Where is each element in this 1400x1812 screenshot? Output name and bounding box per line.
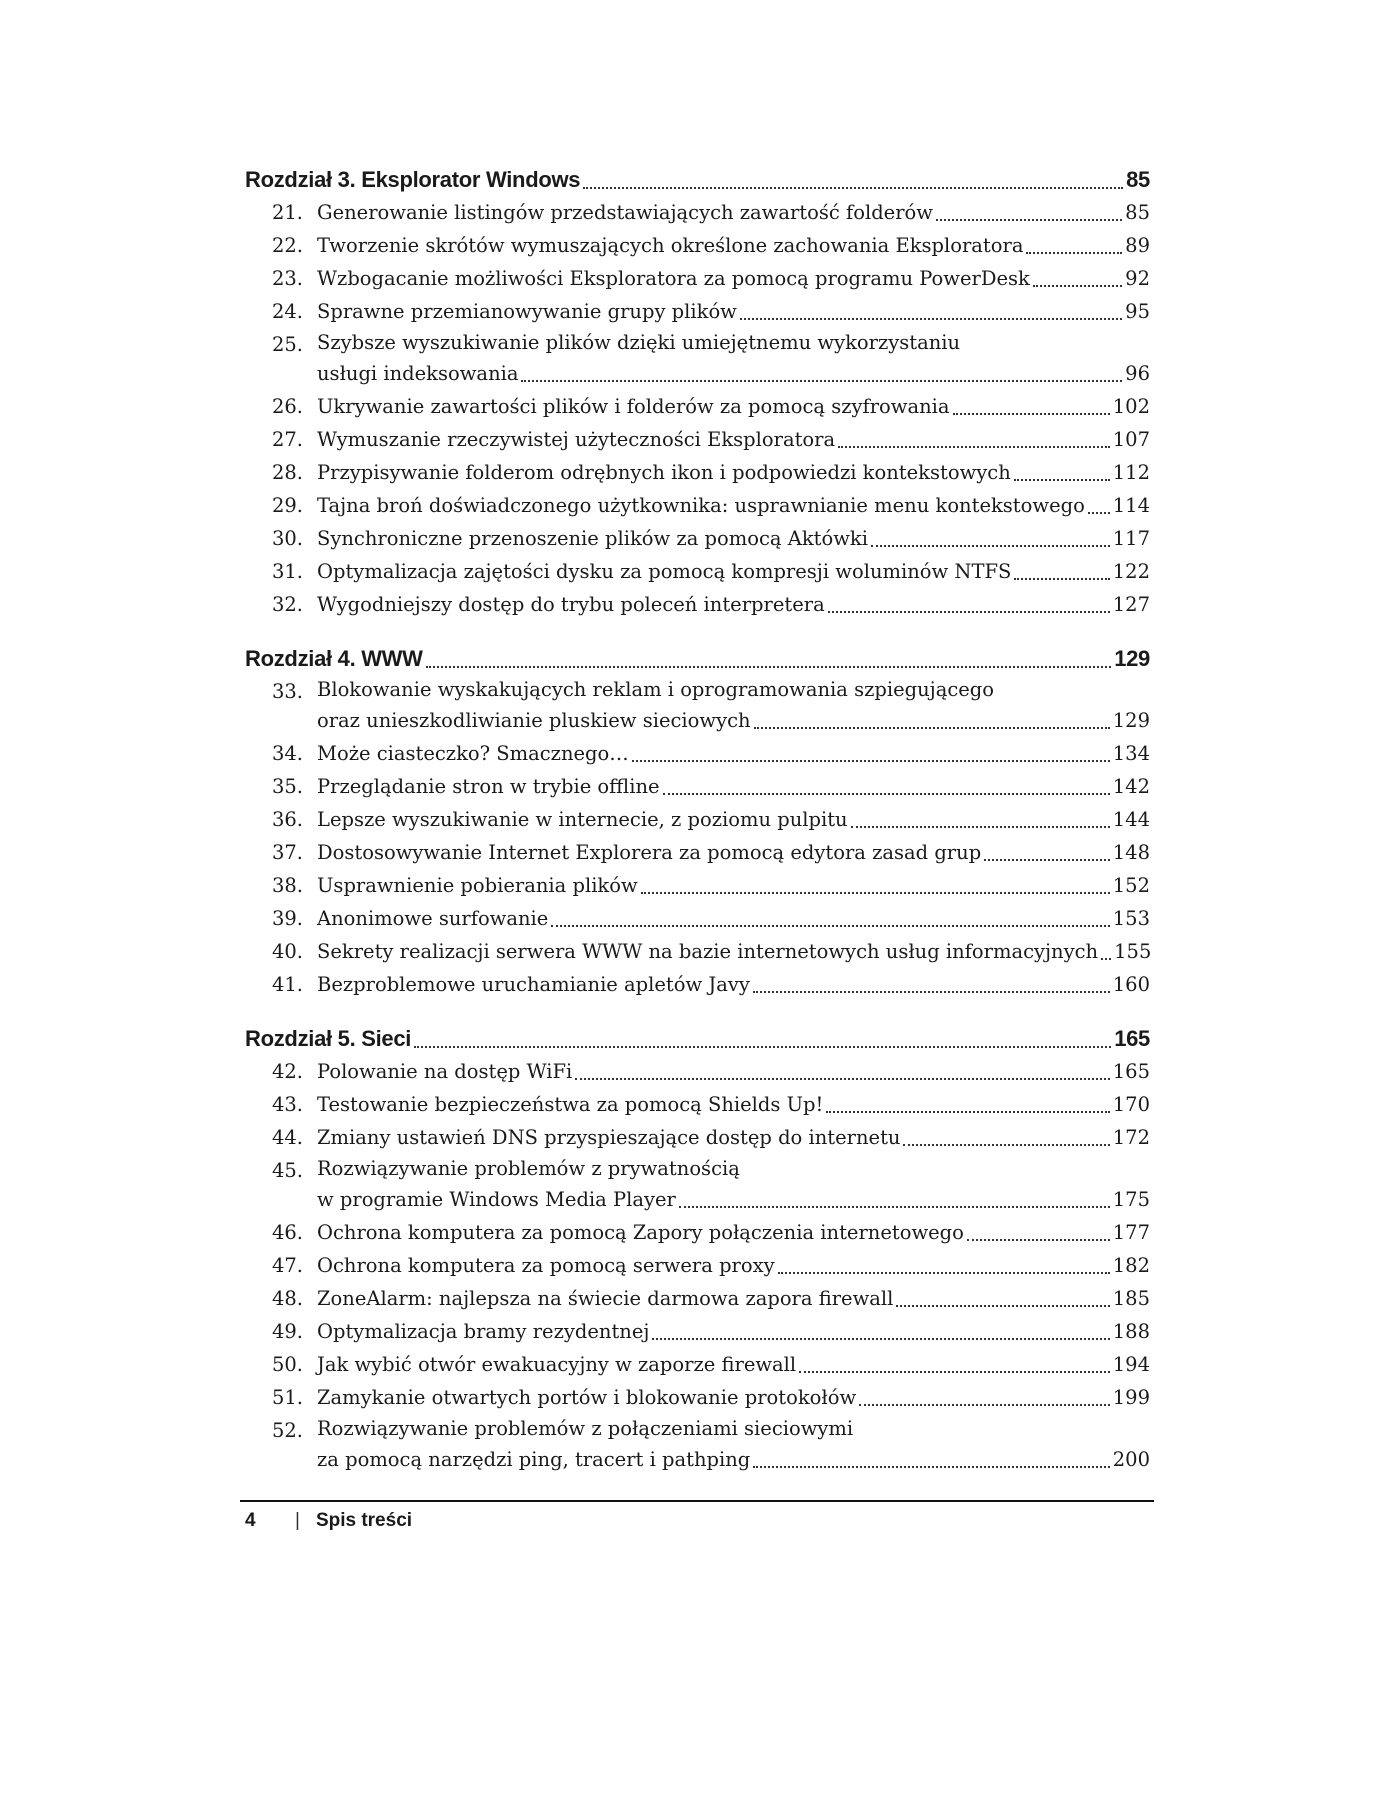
entry-title-line: Przypisywanie folderom odrębnych ikon i podpowiedzi kontekstowych bbox=[317, 461, 1011, 484]
chapter-heading[interactable] bbox=[245, 162, 1150, 196]
dot-leader bbox=[754, 727, 1110, 729]
dot-leader bbox=[838, 446, 1110, 448]
toc-entry[interactable] bbox=[245, 588, 1150, 621]
entry-body bbox=[317, 968, 1150, 1001]
entry-last-line bbox=[317, 1249, 1150, 1282]
entry-body bbox=[317, 390, 1150, 423]
toc-entry[interactable] bbox=[245, 902, 1150, 935]
toc-entry[interactable] bbox=[245, 1348, 1150, 1381]
entry-title-line: Usprawnienie pobierania plików bbox=[317, 874, 638, 897]
entry-page-number: 134 bbox=[1112, 742, 1150, 765]
entry-body bbox=[317, 836, 1150, 869]
entry-title-line: Optymalizacja zajętości dysku za pomocą kompresji woluminów NTFS bbox=[317, 560, 1012, 583]
dot-leader bbox=[753, 1466, 1110, 1468]
entry-title-line: Testowanie bezpieczeństwa za pomocą Shields Up! bbox=[317, 1093, 824, 1116]
toc-entry[interactable] bbox=[245, 737, 1150, 770]
entry-last-line bbox=[317, 295, 1150, 328]
entry-last-line bbox=[317, 1088, 1150, 1121]
entry-title-line: Zamykanie otwartych portów i blokowanie protokołów bbox=[317, 1386, 857, 1409]
entry-title-line: Tworzenie skrótów wymuszających określone zachowania Eksploratora bbox=[317, 234, 1024, 257]
entry-number: 39. bbox=[271, 907, 303, 930]
dot-leader bbox=[1026, 252, 1122, 254]
toc-entry[interactable] bbox=[245, 675, 1150, 737]
entry-number: 42. bbox=[271, 1060, 303, 1083]
entry-number: 50. bbox=[271, 1353, 303, 1376]
toc-entry[interactable] bbox=[245, 1055, 1150, 1088]
entry-body bbox=[317, 1381, 1150, 1414]
entry-body bbox=[317, 1282, 1150, 1315]
entry-page-number: 194 bbox=[1112, 1353, 1150, 1376]
toc-entry[interactable] bbox=[245, 328, 1150, 390]
dot-leader bbox=[740, 318, 1122, 320]
toc-entry[interactable] bbox=[245, 1282, 1150, 1315]
entry-body bbox=[317, 262, 1150, 295]
entry-last-line bbox=[317, 1183, 1150, 1216]
table-of-contents bbox=[245, 162, 1150, 1476]
entry-body bbox=[317, 1154, 1150, 1216]
entry-last-line bbox=[317, 196, 1150, 229]
entry-number: 35. bbox=[271, 775, 303, 798]
entry-page-number: 92 bbox=[1125, 267, 1150, 290]
entry-number: 25. bbox=[271, 333, 303, 356]
toc-entry[interactable] bbox=[245, 295, 1150, 328]
entry-number: 45. bbox=[271, 1159, 303, 1182]
dot-leader bbox=[551, 925, 1109, 927]
entry-page-number: 85 bbox=[1125, 201, 1150, 224]
entry-number: 28. bbox=[271, 461, 303, 484]
entry-page-number: 114 bbox=[1112, 494, 1150, 517]
toc-entry[interactable] bbox=[245, 1088, 1150, 1121]
toc-entry[interactable] bbox=[245, 803, 1150, 836]
entry-page-number: 152 bbox=[1112, 874, 1150, 897]
dot-leader bbox=[1033, 285, 1122, 287]
entry-page-number: 117 bbox=[1112, 527, 1150, 550]
entry-last-line bbox=[317, 1282, 1150, 1315]
entry-number: 37. bbox=[271, 841, 303, 864]
toc-entry[interactable] bbox=[245, 1381, 1150, 1414]
chapter-heading[interactable] bbox=[245, 1021, 1150, 1055]
entry-page-number: 95 bbox=[1125, 300, 1150, 323]
toc-entry[interactable] bbox=[245, 1249, 1150, 1282]
dot-leader bbox=[984, 859, 1110, 861]
entry-number: 32. bbox=[271, 593, 303, 616]
dot-leader bbox=[1014, 578, 1109, 580]
chapter-page-number: 129 bbox=[1114, 646, 1150, 671]
chapter-title: Rozdział 4. WWW bbox=[245, 646, 423, 671]
entry-title-line: Anonimowe surfowanie bbox=[317, 907, 549, 930]
dot-leader bbox=[583, 187, 1123, 189]
entry-last-line bbox=[317, 588, 1150, 621]
footer-section-title: Spis treści bbox=[315, 1510, 413, 1531]
entry-body bbox=[317, 675, 1150, 737]
entry-number: 41. bbox=[271, 973, 303, 996]
dot-leader bbox=[679, 1206, 1110, 1208]
entry-last-line bbox=[317, 770, 1150, 803]
dot-leader bbox=[871, 545, 1110, 547]
entry-body bbox=[317, 196, 1150, 229]
entry-title-line: Może ciasteczko? Smacznego… bbox=[317, 742, 629, 765]
toc-entry[interactable] bbox=[245, 456, 1150, 489]
entry-last-line bbox=[317, 1315, 1150, 1348]
entry-body bbox=[317, 1055, 1150, 1088]
entry-body bbox=[317, 588, 1150, 621]
entry-page-number: 127 bbox=[1112, 593, 1150, 616]
entry-number: 51. bbox=[271, 1386, 303, 1409]
entry-number: 43. bbox=[271, 1093, 303, 1116]
entry-number: 23. bbox=[271, 267, 303, 290]
entry-page-number: 96 bbox=[1125, 362, 1150, 385]
dot-leader bbox=[799, 1371, 1110, 1373]
entry-page-number: 165 bbox=[1112, 1060, 1150, 1083]
entry-last-line bbox=[317, 869, 1150, 902]
toc-entry[interactable] bbox=[245, 1121, 1150, 1154]
entry-title-line: ZoneAlarm: najlepsza na świecie darmowa zapora firewall bbox=[317, 1287, 894, 1310]
dot-leader bbox=[632, 760, 1110, 762]
entry-number: 24. bbox=[271, 300, 303, 323]
entry-title-line: Ochrona komputera za pomocą Zapory połączenia internetowego bbox=[317, 1221, 964, 1244]
toc-entry[interactable] bbox=[245, 522, 1150, 555]
entry-title-line: Wygodniejszy dostęp do trybu poleceń interpretera bbox=[317, 593, 825, 616]
toc-entry[interactable] bbox=[245, 1154, 1150, 1216]
entry-page-number: 200 bbox=[1112, 1448, 1150, 1471]
entry-page-number: 170 bbox=[1112, 1093, 1150, 1116]
entry-page-number: 102 bbox=[1112, 395, 1150, 418]
entry-last-line bbox=[317, 555, 1150, 588]
entry-last-line bbox=[317, 1443, 1150, 1476]
entry-title-line: Optymalizacja bramy rezydentnej bbox=[317, 1320, 650, 1343]
entry-page-number: 199 bbox=[1112, 1386, 1150, 1409]
dot-leader bbox=[859, 1404, 1110, 1406]
entry-title-line: Jak wybić otwór ewakuacyjny w zaporze firewall bbox=[317, 1353, 797, 1376]
dot-leader bbox=[826, 1111, 1109, 1113]
entry-body bbox=[317, 1249, 1150, 1282]
entry-number: 26. bbox=[271, 395, 303, 418]
page-footer bbox=[240, 1500, 1154, 1532]
entry-body bbox=[317, 737, 1150, 770]
dot-leader bbox=[851, 826, 1110, 828]
toc-entry[interactable] bbox=[245, 555, 1150, 588]
entry-title-line: Rozwiązywanie problemów z połączeniami sieciowymi bbox=[317, 1417, 854, 1440]
entry-number: 46. bbox=[271, 1221, 303, 1244]
dot-leader bbox=[1088, 512, 1110, 514]
entry-page-number: 182 bbox=[1112, 1254, 1150, 1277]
entry-last-line bbox=[317, 1381, 1150, 1414]
entry-body bbox=[317, 1348, 1150, 1381]
toc-entry[interactable] bbox=[245, 836, 1150, 869]
entry-title-line: Sprawne przemianowywanie grupy plików bbox=[317, 300, 737, 323]
dot-leader bbox=[896, 1305, 1109, 1307]
entry-title-line: Szybsze wyszukiwanie plików dzięki umiejętnemu wykorzystaniu bbox=[317, 331, 961, 354]
toc-entry[interactable] bbox=[245, 1315, 1150, 1348]
entry-body bbox=[317, 902, 1150, 935]
entry-last-line bbox=[317, 357, 1150, 390]
chapter-page-number: 165 bbox=[1114, 1026, 1150, 1051]
entry-last-line bbox=[317, 262, 1150, 295]
entry-body bbox=[317, 522, 1150, 555]
chapter-heading[interactable] bbox=[245, 641, 1150, 675]
footer-separator: | bbox=[295, 1510, 300, 1531]
entry-last-line bbox=[317, 1348, 1150, 1381]
entry-page-number: 129 bbox=[1112, 709, 1150, 732]
dot-leader bbox=[652, 1338, 1109, 1340]
entry-number: 47. bbox=[271, 1254, 303, 1277]
entry-body bbox=[317, 1121, 1150, 1154]
entry-title-line: Wzbogacanie możliwości Eksploratora za pomocą programu PowerDesk bbox=[317, 267, 1030, 290]
entry-page-number: 155 bbox=[1114, 940, 1152, 963]
entry-title-line: Dostosowywanie Internet Explorera za pomocą edytora zasad grup bbox=[317, 841, 982, 864]
entry-body bbox=[317, 869, 1150, 902]
entry-number: 21. bbox=[271, 201, 303, 224]
entry-page-number: 172 bbox=[1112, 1126, 1150, 1149]
dot-leader bbox=[426, 666, 1112, 668]
entry-body bbox=[317, 1414, 1150, 1476]
toc-entry[interactable] bbox=[245, 390, 1150, 423]
entry-page-number: 177 bbox=[1112, 1221, 1150, 1244]
entry-body bbox=[317, 1216, 1150, 1249]
entry-page-number: 153 bbox=[1112, 907, 1150, 930]
toc-entry[interactable] bbox=[245, 1216, 1150, 1249]
entry-body bbox=[317, 803, 1150, 836]
entry-last-line bbox=[317, 1055, 1150, 1088]
toc-entry[interactable] bbox=[245, 1414, 1150, 1476]
entry-last-line bbox=[317, 522, 1150, 555]
entry-last-line bbox=[317, 737, 1150, 770]
entry-body bbox=[317, 229, 1150, 262]
toc-entry[interactable] bbox=[245, 770, 1150, 803]
toc-entry[interactable] bbox=[245, 489, 1150, 522]
entry-last-line bbox=[317, 1121, 1150, 1154]
entry-number: 49. bbox=[271, 1320, 303, 1343]
dot-leader bbox=[1014, 479, 1110, 481]
entry-page-number: 188 bbox=[1112, 1320, 1150, 1343]
dot-leader bbox=[778, 1272, 1110, 1274]
toc-entry[interactable] bbox=[245, 229, 1150, 262]
entry-title-line: Rozwiązywanie problemów z prywatnością bbox=[317, 1157, 740, 1180]
entry-page-number: 160 bbox=[1112, 973, 1150, 996]
dot-leader bbox=[953, 413, 1110, 415]
entry-title-line: Polowanie na dostęp WiFi bbox=[317, 1060, 573, 1083]
entry-body bbox=[317, 1088, 1150, 1121]
footer-page-number: 4 bbox=[245, 1510, 256, 1531]
entry-title-line: Synchroniczne przenoszenie plików za pomocą Aktówki bbox=[317, 527, 868, 550]
entry-last-line bbox=[317, 836, 1150, 869]
entry-number: 52. bbox=[271, 1419, 303, 1442]
toc-entry[interactable] bbox=[245, 423, 1150, 456]
entry-last-line bbox=[317, 456, 1150, 489]
chapter-page-number: 85 bbox=[1126, 167, 1150, 192]
dot-leader bbox=[903, 1144, 1109, 1146]
entry-number: 38. bbox=[271, 874, 303, 897]
entry-number: 29. bbox=[271, 494, 303, 517]
entry-number: 48. bbox=[271, 1287, 303, 1310]
entry-title-line: Tajna broń doświadczonego użytkownika: usprawnianie menu kontekstowego bbox=[317, 494, 1085, 517]
entry-body bbox=[317, 456, 1150, 489]
entry-body bbox=[317, 489, 1150, 522]
entry-title-line: Zmiany ustawień DNS przyspieszające dostęp do internetu bbox=[317, 1126, 901, 1149]
entry-last-line bbox=[317, 968, 1150, 1001]
entry-title-line: w programie Windows Media Player bbox=[317, 1188, 676, 1211]
entry-page-number: 148 bbox=[1112, 841, 1150, 864]
entry-page-number: 107 bbox=[1112, 428, 1150, 451]
dot-leader bbox=[641, 892, 1110, 894]
dot-leader bbox=[936, 219, 1122, 221]
entry-body bbox=[317, 770, 1150, 803]
entry-title-line: Ochrona komputera za pomocą serwera proxy bbox=[317, 1254, 775, 1277]
entry-title-line: Bezproblemowe uruchamianie apletów Javy bbox=[317, 973, 750, 996]
toc-entry[interactable] bbox=[245, 262, 1150, 295]
dot-leader bbox=[967, 1239, 1110, 1241]
chapter-title: Rozdział 5. Sieci bbox=[245, 1026, 412, 1051]
entry-title-line: oraz unieszkodliwianie pluskiew sieciowych bbox=[317, 709, 751, 732]
entry-page-number: 185 bbox=[1112, 1287, 1150, 1310]
entry-page-number: 175 bbox=[1112, 1188, 1150, 1211]
dot-leader bbox=[575, 1078, 1109, 1080]
entry-title-line: usługi indeksowania bbox=[317, 362, 519, 385]
entry-title-line: Sekrety realizacji serwera WWW na bazie internetowych usług informacyjnych bbox=[317, 940, 1099, 963]
entry-body bbox=[317, 1315, 1150, 1348]
dot-leader bbox=[414, 1046, 1111, 1048]
entry-number: 36. bbox=[271, 808, 303, 831]
entry-title-line: za pomocą narzędzi ping, tracert i pathping bbox=[317, 1448, 751, 1471]
entry-number: 40. bbox=[271, 940, 303, 963]
entry-body bbox=[317, 328, 1150, 390]
entry-page-number: 122 bbox=[1112, 560, 1150, 583]
entry-title-line: Lepsze wyszukiwanie w internecie, z poziomu pulpitu bbox=[317, 808, 848, 831]
entry-number: 27. bbox=[271, 428, 303, 451]
entry-title-line: Przeglądanie stron w trybie offline bbox=[317, 775, 660, 798]
entry-page-number: 89 bbox=[1125, 234, 1150, 257]
entry-number: 44. bbox=[271, 1126, 303, 1149]
toc-entry[interactable] bbox=[245, 968, 1150, 1001]
dot-leader bbox=[753, 991, 1110, 993]
entry-last-line bbox=[317, 803, 1150, 836]
entry-number: 30. bbox=[271, 527, 303, 550]
entry-number: 34. bbox=[271, 742, 303, 765]
entry-page-number: 144 bbox=[1112, 808, 1150, 831]
entry-body bbox=[317, 295, 1150, 328]
entry-number: 22. bbox=[271, 234, 303, 257]
toc-entry[interactable] bbox=[245, 935, 1150, 968]
entry-body bbox=[317, 555, 1150, 588]
entry-last-line bbox=[317, 704, 1150, 737]
entry-title-line: Ukrywanie zawartości plików i folderów za pomocą szyfrowania bbox=[317, 395, 950, 418]
entry-last-line bbox=[317, 390, 1150, 423]
entry-body bbox=[317, 935, 1151, 968]
entry-last-line bbox=[317, 1216, 1150, 1249]
dot-leader bbox=[521, 380, 1122, 382]
entry-last-line bbox=[317, 489, 1150, 522]
dot-leader bbox=[1101, 958, 1111, 960]
entry-title-line: Generowanie listingów przedstawiających zawartość folderów bbox=[317, 201, 933, 224]
entry-last-line bbox=[317, 935, 1151, 968]
toc-entry[interactable] bbox=[245, 869, 1150, 902]
entry-title-line: Wymuszanie rzeczywistej użyteczności Eksploratora bbox=[317, 428, 836, 451]
dot-leader bbox=[663, 793, 1110, 795]
entry-number: 31. bbox=[271, 560, 303, 583]
entry-page-number: 112 bbox=[1112, 461, 1150, 484]
chapter-title: Rozdział 3. Eksplorator Windows bbox=[245, 167, 581, 192]
entry-last-line bbox=[317, 902, 1150, 935]
entry-page-number: 142 bbox=[1112, 775, 1150, 798]
entry-last-line bbox=[317, 229, 1150, 262]
entry-last-line bbox=[317, 423, 1150, 456]
entry-number: 33. bbox=[271, 680, 303, 703]
dot-leader bbox=[828, 611, 1110, 613]
entry-body bbox=[317, 423, 1150, 456]
entry-title-line: Blokowanie wyskakujących reklam i oprogramowania szpiegującego bbox=[317, 678, 995, 701]
toc-entry[interactable] bbox=[245, 196, 1150, 229]
